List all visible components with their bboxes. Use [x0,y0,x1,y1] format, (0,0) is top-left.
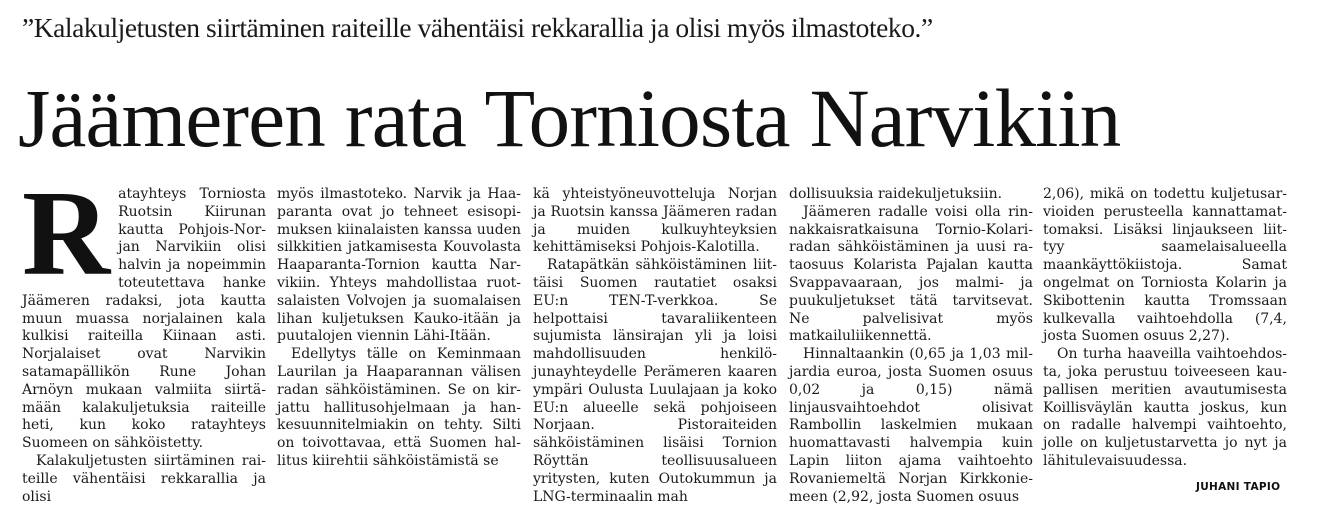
paragraph: 2,06), mikä on todettu kuljetusarvioiden perusteella kannattamattomaksi. Lisäksi linjaukseen liittyy saamelaisalueella maankäyttökiistoja. Samat ongelmat on Torniosta Kolarin ja Skibottenin kautta Tromssaan kulkevalla vaihtoehdolla (7,4, josta Suomen osuus 2,27). [1043,186,1287,345]
paragraph: Ratapätkän sähköistäminen liittäisi Suomen rautatiet osaksi EU:n TEN-T-verkkoa. Se helpottaisi tavaraliikenteen sujumista länsirajan yli ja loisi mahdollisuuden henkilöjunayhteydelle Perämeren kaaren ympäri Oulusta Luulajaan ja koko EU:n alueelle sekä pohjoiseen Norjaan. Pistoraiteiden sähköistäminen lisäisi Tornion Röyttän teollisuusalueen yritysten, kuten Outokummun ja LNG-terminaalin mah [533,257,777,505]
paragraph: On turha haaveilla vaihtoehdosta, joka perustuu toiveeseen kaupallisen meritien avautumisesta Koillisväylän kautta joskus, kun on radalle halvempi vaihtoehto, jolle on kuljetustarvetta jo nyt ja lähitulevaisuudessa. [1043,346,1287,469]
paragraph: atayhteys Torniosta Ruotsin Kiirunan kautta Pohjois-Norjan Narvikiin olisi halvin ja nopeimmin toteutettava hanke Jäämeren radaksi, jota kautta muun muassa norjalainen kala kulkisi raiteilla Kiinaan asti. Norjalaiset ovat Narvikin satamapällikön Rune Johan Arnöyn mukaan valmiita siirtämään kalakuljetuksia raiteille heti, kun koko ratayhteys Suomeen on sähköistetty. [22,186,266,452]
paragraph: Jäämeren radalle voisi olla rinnakkaisratkaisuna Tornio-Kolariradan sähköistäminen ja uusi rataosuus Kolarista Pajalan kautta Svappavaaraan, jos malmi- ja puukuljetukset tätä tarvitsevat. Ne palvelisivat myös matkailuliikennettä. [789,203,1033,345]
article-headline: Jäämeren rata Torniosta Narvikiin [18,72,1121,164]
paragraph: myös ilmastoteko. Narvik ja Haaparanta ovat jo tehneet esisopimuksen kiinalaisten kanssa uuden silkkitien jatkamisesta Kouvolasta Haaparanta-Tornion kautta Narvikiin. Yhteys mahdollistaa ruotsalaisten Volvojen ja suomalaisen lihan kuljetuksen Kauko-itään ja puutalojen viennin Lähi-Itään. [277,186,521,345]
paragraph: kä yhteistyöneuvotteluja Norjan ja Ruotsin kanssa Jäämeren radan ja muiden kulkuyhteyksien kehittämiseksi Pohjois-Kalotilla. [533,186,777,256]
article-column-1 [22,166,266,506]
article-column-2 [277,186,521,471]
drop-cap: R [22,166,111,301]
author-byline: JUHANI TAPIO [1196,481,1281,493]
article-column-4 [789,186,1033,506]
paragraph: Hinnaltaankin (0,65 ja 1,03 miljardia euroa, josta Suomen osuus 0,02 ja 0,15) nämä linjausvaihtoehdot olisivat Rambollin laskelmien mukaan huomattavasti halvempia kuin Lapin liiton ajama vaihtoehto Rovaniemeltä Norjan Kirkkoniemeen (2,92, josta Suomen osuus [789,346,1033,505]
paragraph: Kalakuljetusten siirtäminen raiteille vähentäisi rekkarallia ja olisi [22,452,266,505]
article-column-5 [1043,186,1287,471]
article-column-3 [533,186,777,506]
paragraph: dollisuuksia raidekuljetuksiin. [789,186,1003,202]
paragraph: Edellytys tälle on Keminmaan Laurilan ja Haaparannan välisen radan sähköistäminen. Se on kirjattu hallitusohjelmaan ja hankesuunnitelmiakin on tehty. Silti on toivottavaa, että Suomen hallitus kiirehtii sähköistämistä se [277,346,521,469]
pull-quote: ”Kalakuljetusten siirtäminen raiteille vähentäisi rekkarallia ja olisi myös ilmastoteko.” [22,12,933,43]
